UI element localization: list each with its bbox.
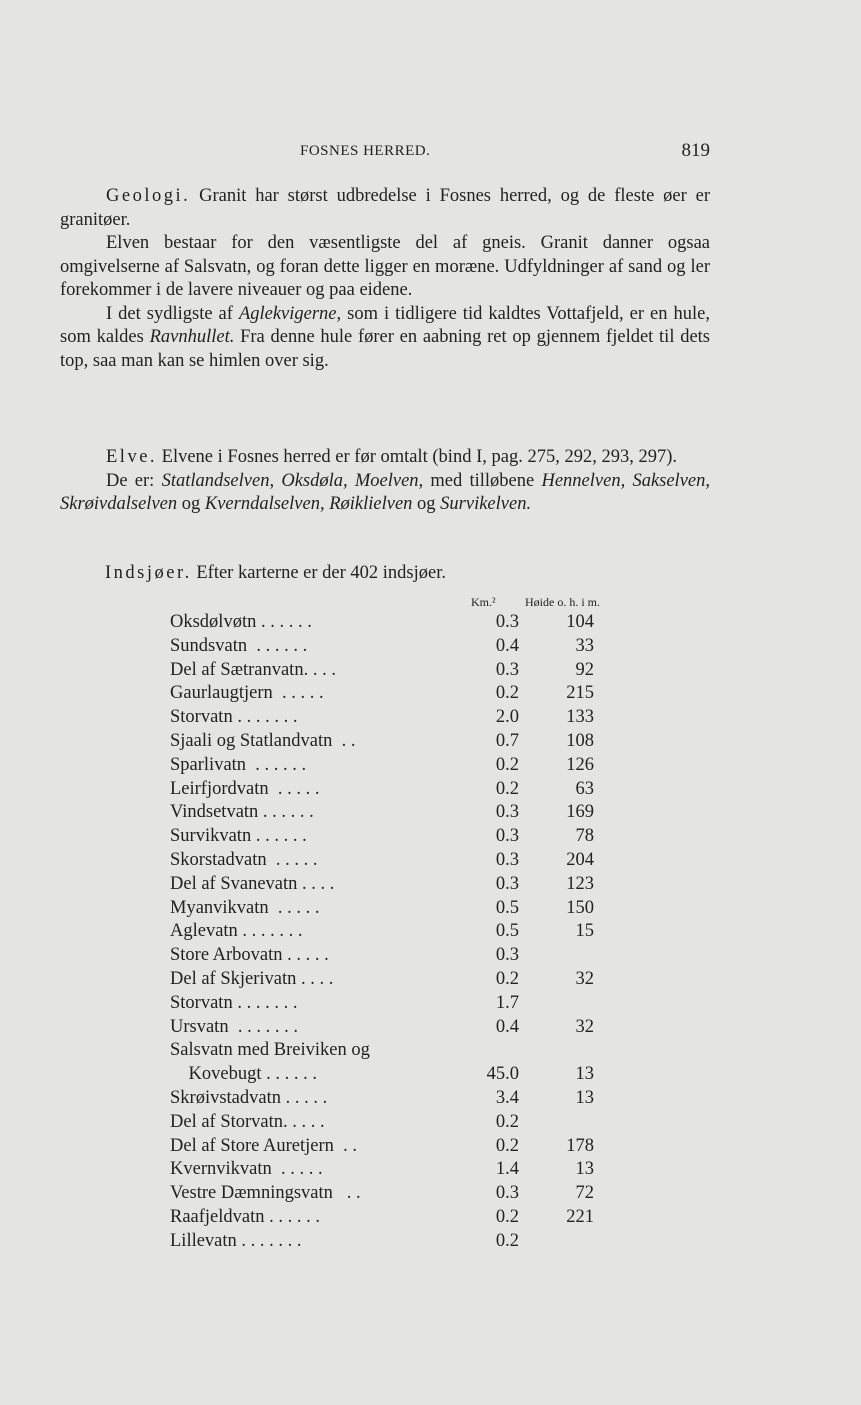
table-row — [170, 1182, 650, 1206]
lake-area: 0.2 — [495, 683, 519, 704]
lake-height: 150 — [566, 897, 594, 918]
river-name: Survikelven. — [440, 494, 532, 514]
table-row — [170, 1230, 650, 1254]
lake-height: 123 — [566, 873, 594, 894]
river-name: Kverndalselven, — [204, 494, 325, 514]
table-row — [170, 778, 650, 802]
lake-height: 178 — [566, 1135, 594, 1156]
running-title: FOSNES HERRED. — [300, 143, 431, 159]
lake-name: Del af Store Auretjern . . — [170, 1135, 357, 1156]
lake-height: 63 — [575, 778, 594, 799]
lake-area: 0.2 — [495, 968, 519, 989]
lake-name: Sparlivatn . . . . . . — [170, 754, 307, 775]
table-row — [170, 611, 650, 635]
lake-height: 104 — [566, 612, 594, 632]
lake-height: 92 — [575, 659, 594, 680]
lake-name: Storvatn . . . . . . . — [170, 707, 298, 728]
lake-area: 0.4 — [495, 1016, 519, 1037]
elve-paragraph-2 — [60, 470, 710, 517]
geologi-paragraph-3 — [60, 303, 710, 374]
lake-name: Leirfjordvatn . . . . . — [170, 778, 320, 799]
lake-height: 126 — [566, 754, 594, 775]
elve-p1-text: Elvene i Fosnes herred er før omtalt (bind I, pag. 275, 292, 293, 297). — [157, 447, 677, 467]
geologi-p3-c: Fra denne hule fører en aabning ret op gjennem fjeldet til dets top, saa man kan se himlen over sig. — [60, 327, 710, 371]
lake-area: 3.4 — [495, 1087, 519, 1108]
river-name: Skrøivdalselven — [60, 494, 178, 514]
indsjoer-intro — [105, 563, 446, 584]
page-number: 819 — [681, 140, 710, 161]
lake-name: Survikvatn . . . . . . — [170, 826, 307, 847]
elve-connector: og — [177, 494, 205, 514]
lake-area: 0.3 — [495, 1183, 519, 1204]
geologi-p3-b: som i tidligere tid kaldtes Vottafjeld, er en hule, som kaldes — [60, 303, 710, 347]
table-row — [170, 825, 650, 849]
lake-area: 0.3 — [495, 802, 519, 823]
lake-name: Sjaali og Statlandvatn . . — [170, 730, 356, 751]
indsjoer-intro-text: Efter karterne er der 402 indsjøer. — [191, 563, 447, 583]
lake-height: 221 — [566, 1206, 594, 1227]
table-row — [170, 1111, 650, 1135]
table-row — [170, 1135, 650, 1159]
elve-connector: med tilløbene — [423, 470, 542, 491]
lake-height: 32 — [575, 1016, 594, 1037]
table-row — [170, 920, 650, 944]
running-header — [300, 140, 710, 164]
table-row — [170, 1206, 650, 1230]
lake-area: 0.5 — [495, 897, 519, 918]
geologi-paragraph-2: Elven bestaar for den væsentligste del af gneis. Granit danner ogsaa omgivelserne af Salsvatn, og foran dette ligger en moræne. Udfyldninger af sand og ler forekommer i de lavere niveauer og paa eidene. — [60, 233, 710, 300]
river-name: Hennelven, — [541, 470, 626, 491]
table-row — [170, 873, 650, 897]
lake-table-header — [170, 595, 650, 611]
lake-area: 2.0 — [495, 707, 519, 728]
lake-area: 45.0 — [486, 1064, 519, 1085]
lake-area: 1.7 — [495, 992, 519, 1013]
lake-height: 13 — [575, 1159, 594, 1180]
river-name: Sakselven, — [632, 470, 710, 491]
lake-name: Ursvatn . . . . . . . — [170, 1016, 298, 1037]
lake-name: Vindsetvatn . . . . . . — [170, 802, 314, 823]
table-row — [170, 1087, 650, 1111]
lake-height: 72 — [575, 1183, 594, 1204]
lake-name: Vestre Dæmningsvatn . . — [170, 1183, 361, 1204]
lake-name: Del af Skjerivatn . . . . — [170, 968, 334, 989]
lake-name: Myanvikvatn . . . . . — [170, 897, 320, 918]
lake-name: Oksdølvøtn . . . . . . — [170, 612, 312, 632]
lake-name: Salsvatn med Breiviken og — [170, 1040, 370, 1061]
lake-area: 0.5 — [495, 921, 519, 942]
table-row — [170, 992, 650, 1016]
table-row — [170, 968, 650, 992]
geologi-heading: Geologi. — [106, 186, 191, 206]
table-row — [170, 849, 650, 873]
lake-name: Aglevatn . . . . . . . — [170, 921, 303, 942]
lake-height: 15 — [575, 921, 594, 942]
lake-height: 32 — [575, 968, 594, 989]
elve-section — [60, 446, 710, 517]
lake-area: 0.2 — [495, 1230, 519, 1251]
lake-area: 0.2 — [495, 754, 519, 775]
lake-area: 0.2 — [495, 1111, 519, 1132]
lake-name: Kvernvikvatn . . . . . — [170, 1159, 323, 1180]
lake-name: Lillevatn . . . . . . . — [170, 1230, 302, 1251]
table-row — [170, 897, 650, 921]
lake-area: 0.3 — [495, 945, 519, 966]
lake-area: 0.2 — [495, 1135, 519, 1156]
table-row — [170, 1063, 650, 1087]
lake-name: Kovebugt . . . . . . — [170, 1064, 317, 1085]
lake-height: 78 — [575, 826, 594, 847]
geologi-p3-a: I det sydligste af — [106, 303, 239, 324]
table-row — [170, 706, 650, 730]
geologi-section — [60, 185, 710, 373]
lake-area: 0.2 — [495, 778, 519, 799]
lake-name: Skorstadvatn . . . . . — [170, 849, 318, 870]
lake-height: 108 — [566, 730, 594, 751]
table-row — [170, 754, 650, 778]
lake-area: 0.3 — [495, 849, 519, 870]
col-height-header: Høide o. h. i m. — [525, 595, 600, 609]
lake-height: 13 — [575, 1064, 594, 1085]
indsjoer-heading: Indsjøer. — [105, 563, 192, 583]
lake-area: 1.4 — [495, 1159, 519, 1180]
lake-name: Del af Storvatn. . . . . — [170, 1111, 325, 1132]
lake-height: 13 — [575, 1087, 594, 1108]
lake-height: 215 — [566, 683, 594, 704]
table-row — [170, 1158, 650, 1182]
lake-table — [170, 595, 650, 1254]
lake-area: 0.3 — [495, 659, 519, 680]
table-row — [170, 635, 650, 659]
table-row — [170, 682, 650, 706]
lake-area: 0.3 — [495, 826, 519, 847]
table-row — [170, 1016, 650, 1040]
lake-name: Raafjeldvatn . . . . . . — [170, 1206, 321, 1227]
lake-name: Sundsvatn . . . . . . — [170, 635, 308, 656]
lake-height: 204 — [566, 849, 594, 870]
lake-name: Skrøivstadvatn . . . . . — [170, 1087, 328, 1108]
geologi-paragraph-1 — [60, 185, 710, 232]
river-name: Moelven, — [354, 470, 424, 491]
lake-name: Del af Sætranvatn. . . . — [170, 659, 336, 680]
place-aglekvigerne: Aglekvigerne, — [238, 303, 342, 324]
lake-name: Gaurlaugtjern . . . . . — [170, 683, 324, 704]
river-name: Oksdøla, — [281, 470, 348, 491]
lake-height: 169 — [566, 802, 594, 823]
lake-area: 0.7 — [495, 730, 519, 751]
elve-connector: og — [412, 494, 441, 514]
lake-area: 0.2 — [495, 1206, 519, 1227]
lake-area: 0.3 — [495, 612, 519, 632]
place-ravnhullet: Ravnhullet. — [149, 327, 235, 347]
lake-name: Storvatn . . . . . . . — [170, 992, 298, 1013]
river-name: Statlandselven, — [161, 470, 275, 491]
col-area-header: Km.² — [471, 595, 496, 609]
lake-area: 0.4 — [495, 635, 519, 656]
table-row — [170, 730, 650, 754]
lake-name: Store Arbovatn . . . . . — [170, 945, 329, 966]
elve-paragraph-1 — [60, 446, 710, 470]
lake-height: 133 — [566, 707, 594, 728]
table-row — [170, 801, 650, 825]
river-name: Røiklielven — [329, 494, 413, 514]
geologi-p1-text: Granit har størst udbredelse i Fosnes herred, og de fleste øer er granitøer. — [60, 186, 710, 230]
lake-area: 0.3 — [495, 873, 519, 894]
elve-p2-a: De er: — [106, 470, 162, 491]
table-row — [170, 1039, 650, 1063]
table-row — [170, 659, 650, 683]
lake-height: 33 — [575, 635, 594, 656]
lake-name: Del af Svanevatn . . . . — [170, 873, 335, 894]
table-row — [170, 944, 650, 968]
elve-heading: Elve. — [106, 447, 158, 467]
